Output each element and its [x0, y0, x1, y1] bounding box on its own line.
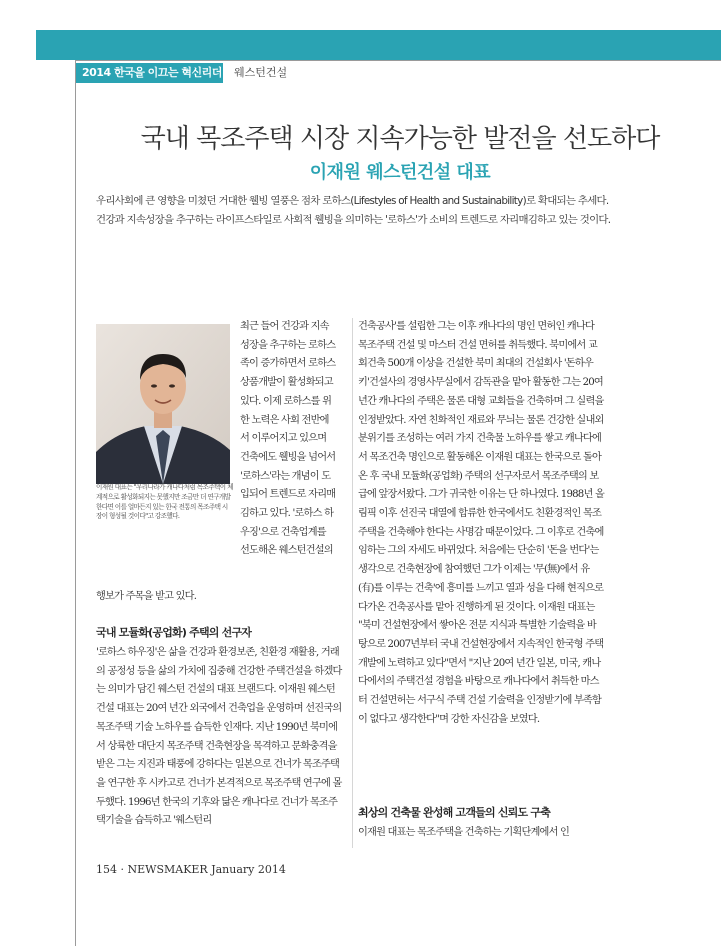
column-divider [352, 318, 353, 848]
column1-intro-text: 최근 들어 건강과 지속성장을 추구하는 로하스족이 증가하면서 로하스 상품개발이 활성화되고 있다. 이제 로하스를 위한 노력은 사회 전반에서 이루어지고 있으며 건축에도 웰빙을 넘어서 '로하스'라는 개념이 도입되어 트렌드로 자리매김하고 있다. '로하스 하우징'으로 건축업계를 선도해온 웨스턴건설의 [240, 321, 336, 557]
header-accent-bar [36, 30, 721, 60]
portrait-photo [96, 324, 230, 484]
column2-body-text: 건축공사'를 설립한 그는 이후 캐나다의 명인 면허인 캐나다 목조주택 건설 및 마스터 건설 면허를 취득했다. 북미에서 교회건축 500개 이상을 건설한 북미 최대의 건설회사 '돈하우키'건설사의 경영사무실에서 감독관을 맡아 활동한 그는 20여 년간 캐나다의 주택은 물론 대형 교회들을 건축하며 그 실력을 인정받았다. 자연 친화적인 재료와 무늬는 물론 건강한 실내외 분위기를 조성하는 여러 가지 건축물 노하우를 쌓고 캐나다에서 목조건축 명인으로 활동해온 이재원 대표는 한국으로 돌아온 후 국내 모듈화(공업화) 주택의 선구자로서 목조주택의 보급에 앞장서왔다. 그가 귀국한 이유는 단 하나였다. 1988년 올림픽 이후 선진국 대열에 합류한 한국에서도 친환경적인 목조주택을 건축해야 한다는 사명감 때문이었다. 그 이후로 건축에 임하는 그의 자세도 바뀌었다. 처음에는 단순히 '돈을 번다'는 생각으로 건축현장에 참여했던 그가 이제는 '무(無)에서 유(有)를 이루는 건축'에 흥미를 느끼고 열과 성을 다해 현직으로 다가온 건축공사를 맡아 진행하게 된 것이다. 이재원 대표는 "북미 건설현장에서 쌓아온 전문 지식과 특별한 기술력을 바탕으로 2007년부터 국내 건설현장에서 지속적인 한국형 주택 개발에 노력하고 있다"면서 "지난 20여 년간 일본, 미국, 캐나다에서의 주택건설 경험을 바탕으로 캐나다에서 취득한 마스터 건설면허는 서구식 주택 건설 기술력을 인정받기에 부족함이 없다고 생각한다"며 강한 자신감을 보였다. [358, 321, 605, 725]
column2-tail-text: 이재원 대표는 목조주택을 건축하는 기획단계에서 인 [358, 827, 570, 838]
section-label: 2014 한국을 이끄는 혁신리더 [76, 63, 223, 83]
column1-body-text: '로하스 하우징'은 삶을 건강과 환경보존, 친환경 재활용, 거래의 공정성 등을 삶의 가치에 집중해 건강한 주택건설을 하겠다는 의미가 담긴 웨스턴 건설의 대표 브랜드다. 이재원 웨스턴 건설 대표는 20여 년간 외국에서 건축업을 운영하며 선진국의 목조주택 기술 노하우를 습득한 인재다. 지난 1990년 북미에서 상륙한 대단지 목조주택 건축현장을 목격하고 문화충격을 받은 그는 지진과 태풍에 강하다는 일본으로 건너가 목조주택을 연구한 후 시카고로 건너가 본격적으로 목조주택 연구에 몰두했다. 1996년 한국의 기후와 닮은 캐나다로 건너가 목조주택기술을 습득하고 '웨스턴리 [96, 647, 342, 827]
photo-caption: 이재원 대표는 "우리나라가 캐나다처럼 목조주택이 체계적으로 활성화되지는 못했지만 조금만 더 연구개발한다면 이를 얼마든지 있는 한국 전통의 목조주택 시장이 형성될 것이다"고 강조했다. [96, 483, 233, 521]
section-company: 웨스턴건설 [234, 66, 288, 79]
frame-rule-top [75, 60, 721, 61]
portrait-illustration [96, 324, 230, 484]
headline: 국내 목조주택 시장 지속가능한 발전을 선도하다 [140, 124, 660, 154]
column1-subheading: 국내 모듈화(공업화) 주택의 선구자 [96, 626, 252, 639]
subheadline: 이재원 웨스턴건설 대표 [309, 162, 491, 183]
page-folio: 154 · NEWSMAKER January 2014 [96, 863, 286, 876]
column1-intro-continued: 행보가 주목을 받고 있다. [96, 591, 197, 602]
lede-paragraph: 우리사회에 큰 영향을 미쳤던 거대한 웰빙 열풍은 점차 로하스(Lifestyles of Health and Sustainability)로 확대되는 추세다. 건강과 지속성장을 추구하는 라이프스타일로 사회적 웰빙을 의미하는 '로하스'가 소비의 트렌드로 자리매김하고 있는 것이다. [96, 195, 611, 226]
column2-subheading: 최상의 건축물 완성해 고객들의 신뢰도 구축 [358, 806, 551, 819]
frame-rule-left [75, 60, 76, 946]
